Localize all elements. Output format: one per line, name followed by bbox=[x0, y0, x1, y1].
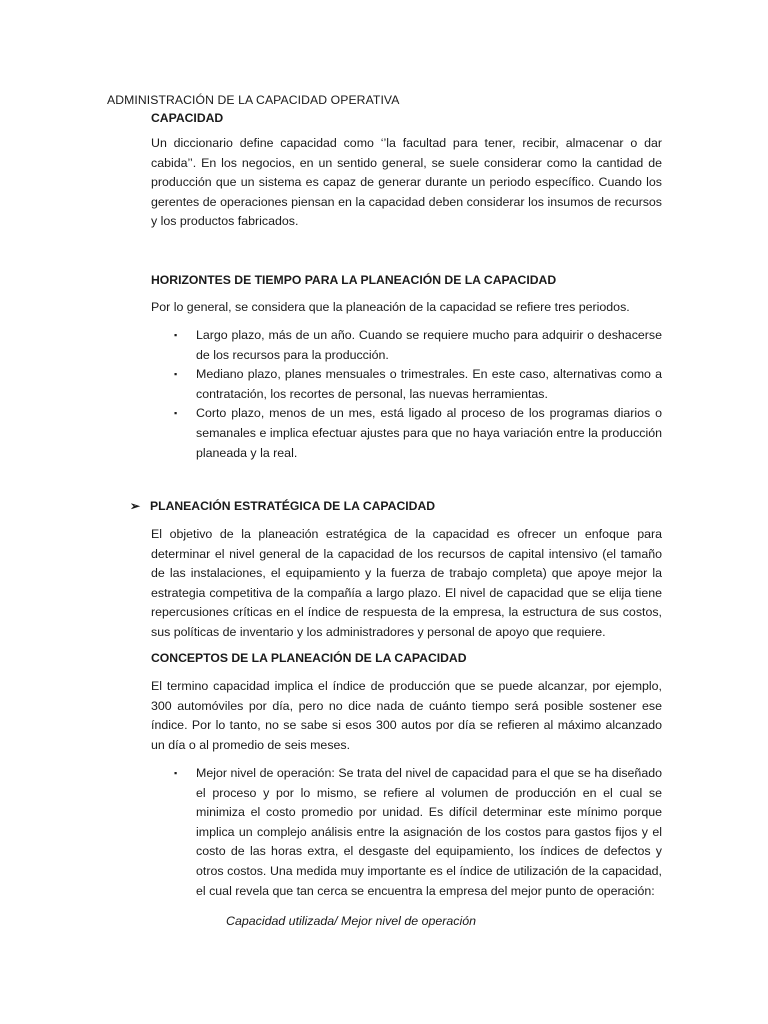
paragraph-conceptos: El termino capacidad implica el índice de producción que se puede alcanzar, por ejemplo, 300 automóviles por día, pero no dice nada de cuánto tiempo será posible sostener ese índice. Por lo tanto, no se sabe si esos 300 autos por día se refieren al máximo alcanzado un día o al promedio de seis meses. bbox=[151, 679, 662, 752]
conceptos-bullet-list bbox=[174, 764, 662, 901]
paragraph-planeacion-estrategica: El objetivo de la planeación estratégica de la capacidad es ofrecer un enfoque para determinar el nivel general de la capacidad de los recursos de capital intensivo (el tamaño de las instalaciones, el equipamiento y la fuerza de trabajo completa) que apoye mejor la estrategia competitiva de la compañía a largo plazo. El nivel de capacidad que se elija tiene repercusiones críticas en el índice de respuesta de la empresa, la estructura de sus costos, sus políticas de inventario y los administradores y personal de apoyo que requiere. bbox=[151, 527, 662, 639]
section-heading-planeacion-estrategica bbox=[130, 499, 435, 513]
list-item bbox=[174, 404, 662, 463]
section-heading-capacidad: CAPACIDAD bbox=[151, 111, 224, 125]
document-title: ADMINISTRACIÓN DE LA CAPACIDAD OPERATIVA bbox=[107, 93, 400, 107]
list-item bbox=[174, 326, 662, 365]
paragraph-capacidad: Un diccionario define capacidad como ‘’la facultad para tener, recibir, almacenar o dar cabida’’. En los negocios, en un sentido general, se suele considerar como la cantidad de producción que un sistema es capaz de generar durante un periodo específico. Cuando los gerentes de operaciones piensan en la capacidad deben considerar los insumos de recursos y los productos fabricados. bbox=[151, 136, 662, 229]
formula-text: Capacidad utilizada/ Mejor nivel de operación bbox=[226, 914, 477, 928]
paragraph-horizontes-intro: Por lo general, se considera que la planeación de la capacidad se refiere tres periodos. bbox=[151, 300, 630, 314]
list-item bbox=[174, 365, 662, 404]
bullet-text-mediano-plazo: Mediano plazo, planes mensuales o trimestrales. En este caso, alternativas como a contratación, los recortes de personal, las nuevas herramientas. bbox=[196, 367, 662, 401]
list-item bbox=[174, 764, 662, 901]
bullet-text-mejor-nivel: Mejor nivel de operación: Se trata del nivel de capacidad para el que se ha diseñado el proceso y por lo mismo, se refiere al volumen de producción en el cual se minimiza el costo promedio por unidad. Es difícil determinar este mínimo porque implica un complejo análisis entre la asignación de los costos para gastos fijos y el costo de las horas extra, el desgaste del equipamiento, los índices de defectos y otros costos. Una medida muy importante es el índice de utilización de la capacidad, el cual revela que tan cerca se encuentra la empresa del mejor punto de operación: bbox=[196, 766, 662, 898]
horizontes-bullet-list bbox=[174, 326, 662, 463]
section-heading-text: PLANEACIÓN ESTRATÉGICA DE LA CAPACIDAD bbox=[150, 499, 436, 513]
section-heading-conceptos: CONCEPTOS DE LA PLANEACIÓN DE LA CAPACIDAD bbox=[151, 651, 467, 665]
square-bullet-icon: ▪ bbox=[174, 369, 178, 380]
square-bullet-icon: ▪ bbox=[174, 768, 178, 778]
arrow-bullet-icon: ➢ bbox=[130, 499, 141, 513]
square-bullet-icon: ▪ bbox=[174, 330, 178, 340]
bullet-text-corto-plazo: Corto plazo, menos de un mes, está ligado al proceso de los programas diarios o semanales e implica efectuar ajustes para que no haya variación entre la producción planeada y la real. bbox=[196, 406, 662, 460]
bullet-text-largo-plazo: Largo plazo, más de un año. Cuando se requiere mucho para adquirir o deshacerse de los recursos para la producción. bbox=[196, 328, 662, 362]
section-heading-horizontes: HORIZONTES DE TIEMPO PARA LA PLANEACIÓN DE LA CAPACIDAD bbox=[151, 273, 557, 287]
square-bullet-icon: ▪ bbox=[174, 408, 178, 419]
